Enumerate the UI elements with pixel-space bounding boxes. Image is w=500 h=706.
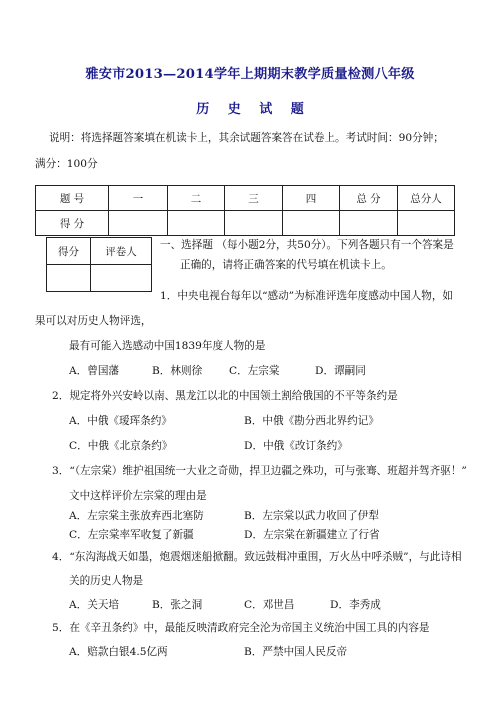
question-2-option-c: C．中俄《北京条约》 [69,440,173,452]
score-input-cell [340,211,398,236]
question-3-option-b: B．左宗棠以武力收回了伊犁 [244,510,379,522]
grader-input-cell [47,265,91,292]
exam-title: 雅安市2013—2014学年上期期末教学质量检测八年级 [85,67,415,82]
question-1-stem-line2: 果可以对历史人物评选， [35,315,152,327]
question-1-stem-line1: 1．中央电视台每年以“感动”为标准评选年度感动中国人物，如 [160,290,454,302]
score-table-score-row [36,211,455,236]
question-4-option-a: A．关天培 [69,599,120,611]
grader-table [46,237,152,292]
instructions-line2: 满分：100分 [35,158,98,170]
score-table [35,185,455,236]
score-row-label: 得 分 [36,211,109,236]
score-header-cell: 三 [225,186,283,211]
score-input-cell [398,211,455,236]
exam-subtitle: 历 史 试 题 [196,102,304,117]
instructions-line1: 说明：将选择题答案填在机读卡上，其余试题答案答在试卷上。考试时间：90分钟； [49,132,444,144]
score-input-cell [168,211,225,236]
score-input-cell [225,211,283,236]
question-3-option-a: A．左宗棠主张放弃西北塞防 [69,510,204,522]
score-header-cell: 二 [168,186,225,211]
score-input-cell [283,211,340,236]
question-4-option-b: B．张之洞 [152,599,203,611]
score-input-cell [109,211,168,236]
score-header-cell: 一 [109,186,168,211]
question-3-option-c: C．左宗棠率军收复了新疆 [69,529,194,541]
score-header-cell: 四 [283,186,340,211]
score-table-header-row [36,186,455,211]
score-header-cell: 题 号 [36,186,109,211]
question-1-option-c: C．左宗棠 [229,365,280,377]
section1-heading-line1: 一、选择题 （每小题2分，共50分）。下列各题只有一个答案是 [160,239,454,251]
question-4-stem-line2: 关的历史人物是 [69,575,144,587]
question-1-option-a: A．曾国藩 [69,365,120,377]
question-3-option-d: D．左宗棠在新疆建立了行省 [244,529,380,541]
question-4-stem-line1: 4．“东沟海战天如墨，炮震烟迷船掀翻。致远鼓楫冲重围，万火丛中呼杀贼”，与此诗相 [52,551,462,563]
grader-input-cell [91,265,152,292]
question-5-option-b: B．严禁中国人民反帝 [244,646,348,658]
question-5-stem-line1: 5．在《辛丑条约》中，最能反映清政府完全沦为帝国主义统治中国工具的内容是 [52,622,430,634]
question-2-stem-line1: 2．规定将外兴安岭以南、黑龙江以北的中国领土割给俄国的不平等条约是 [52,390,398,402]
section1-heading-line2: 正确的，请将正确答案的代号填在机读卡上。 [180,259,392,271]
question-2-option-a: A．中俄《瑷珲条约》 [69,415,172,427]
question-3-stem-line2: 文中这样评价左宗棠的理由是 [69,490,207,502]
score-header-cell: 总 分 [340,186,398,211]
question-2-option-d: D．中俄《改订条约》 [244,440,348,452]
question-5-option-a: A．赔款白银4.5亿两 [69,646,168,658]
question-2-option-b: B．中俄《勘分西北界约记》 [244,415,379,427]
question-1-option-d: D．谭嗣同 [315,365,366,377]
question-4-option-c: C．邓世昌 [244,599,295,611]
question-1-option-b: B．林则徐 [152,365,203,377]
grader-header-score: 得分 [47,238,91,265]
score-header-cell: 总分人 [398,186,455,211]
question-1-stem-line3: 最有可能入选感动中国1839年度人物的是 [69,340,266,352]
question-4-option-d: D．李秀成 [330,599,381,611]
grader-header-grader: 评卷人 [91,238,152,265]
question-3-stem-line1: 3．“（左宗棠）维护祖国统一大业之奇勋，捍卫边疆之殊功，可与张骞、班超并驾齐驱！” [52,465,467,477]
